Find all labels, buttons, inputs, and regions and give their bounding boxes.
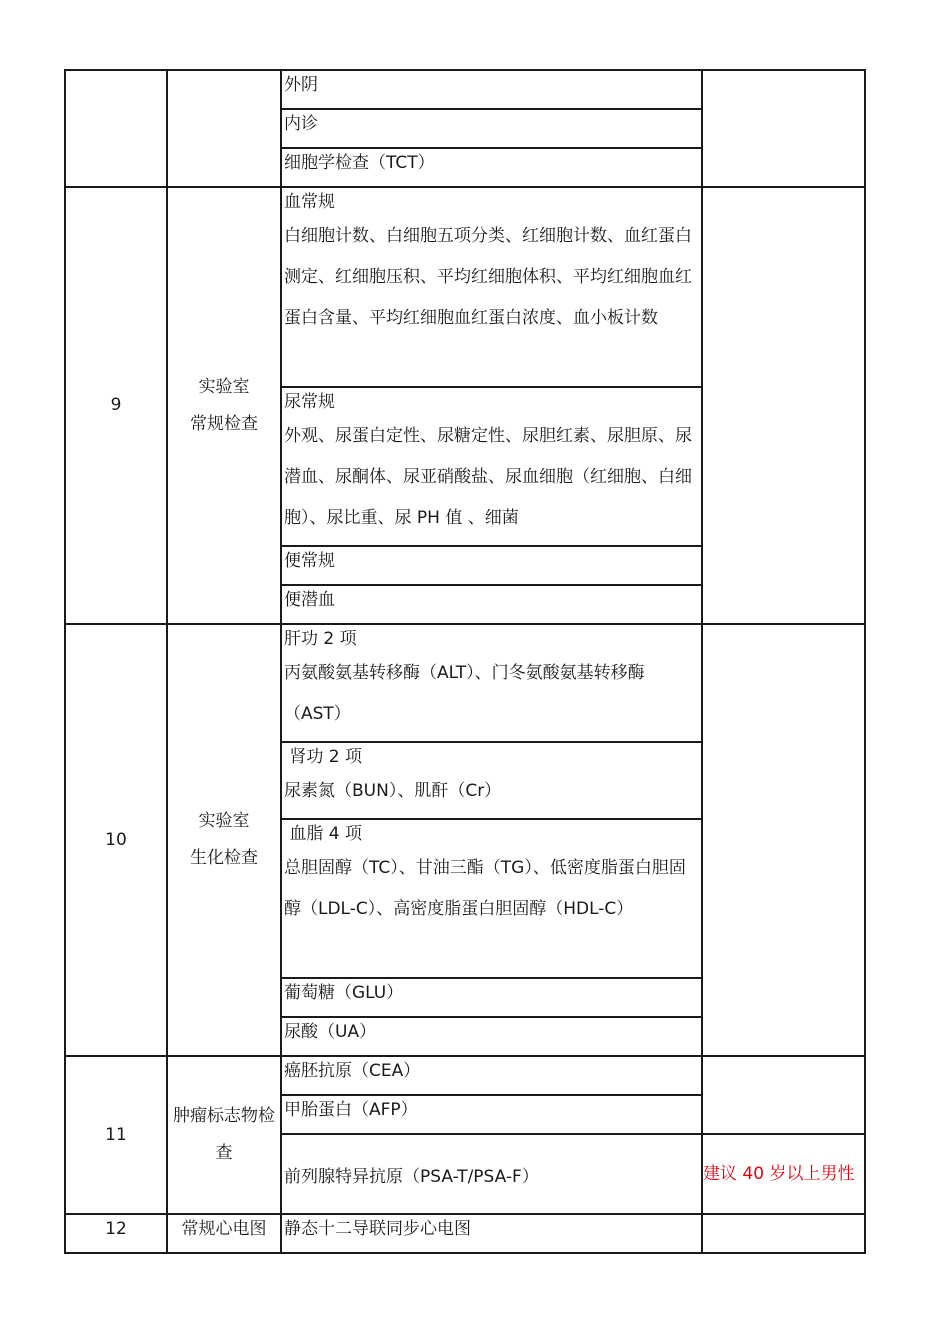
row-number: 11 [65, 1056, 167, 1214]
category-cell: 实验室 常规检查 [167, 187, 281, 624]
category-cell: 实验室 生化检查 [167, 624, 281, 1056]
item-cell [281, 546, 702, 585]
item-cell [281, 585, 702, 624]
item-title: 血常规 [284, 192, 335, 212]
item-cell [281, 624, 702, 742]
item-title: 内诊 [284, 114, 318, 134]
exam-items-table [64, 69, 866, 1254]
item-cell [281, 978, 702, 1017]
row-number: 10 [65, 624, 167, 1056]
item-title: 肝功 2 项 [284, 629, 357, 649]
item-title: 甲胎蛋白（AFP） [284, 1100, 418, 1120]
item-cell [281, 742, 702, 819]
item-title: 细胞学检查（TCT） [284, 153, 435, 173]
note-cell [702, 187, 865, 624]
category-cell [167, 70, 281, 187]
item-title: 便潜血 [284, 590, 335, 610]
item-cell [281, 148, 702, 187]
note-cell [702, 70, 865, 187]
table-row [65, 1056, 865, 1095]
table-row [65, 624, 865, 742]
item-detail: 白细胞计数、白细胞五项分类、红细胞计数、血红蛋白测定、红细胞压积、平均红细胞体积、平均红细胞血红蛋白含量、平均红细胞血红蛋白浓度、血小板计数 [284, 226, 692, 328]
table-row [65, 70, 865, 109]
item-title: 血脂 4 项 [284, 824, 363, 844]
category-cell: 常规心电图 [167, 1214, 281, 1253]
item-title: 前列腺特异抗原（PSA-T/PSA-F） [284, 1166, 539, 1187]
item-detail: 总胆固醇（TC）、甘油三酯（TG）、低密度脂蛋白胆固醇（LDL-C）、高密度脂蛋白胆固醇（HDL-C） [284, 858, 686, 919]
item-title: 尿酸（UA） [284, 1022, 377, 1042]
note-cell [702, 624, 865, 1056]
item-title: 静态十二导联同步心电图 [284, 1219, 471, 1239]
item-cell [281, 70, 702, 109]
item-title: 便常规 [284, 551, 335, 571]
row-number: 9 [65, 187, 167, 624]
note-cell: 建议 40 岁以上男性 [702, 1134, 865, 1214]
item-cell [281, 109, 702, 148]
row-number [65, 70, 167, 187]
item-cell [281, 1095, 702, 1134]
item-detail: 丙氨酸氨基转移酶（ALT）、门冬氨酸氨基转移酶（AST） [284, 663, 645, 724]
item-cell [281, 1134, 702, 1214]
item-cell [281, 1214, 702, 1253]
note-cell-empty [702, 1056, 865, 1134]
item-cell [281, 1017, 702, 1056]
item-title: 癌胚抗原（CEA） [284, 1061, 421, 1081]
item-title: 葡萄糖（GLU） [284, 983, 404, 1003]
item-detail: 外观、尿蛋白定性、尿糖定性、尿胆红素、尿胆原、尿潜血、尿酮体、尿亚硝酸盐、尿血细胞（红细胞、白细胞）、尿比重、尿 PH 值 、细菌 [284, 426, 692, 528]
item-cell [281, 819, 702, 978]
category-cell: 肿瘤标志物检查 [167, 1056, 281, 1214]
item-detail: 尿素氮（BUN）、肌酐（Cr） [284, 781, 502, 801]
table-row [65, 187, 865, 387]
item-title: 尿常规 [284, 392, 335, 412]
table-row [65, 1214, 865, 1253]
note-cell [702, 1214, 865, 1253]
item-title: 肾功 2 项 [284, 747, 363, 767]
item-title: 外阴 [284, 75, 318, 95]
item-cell [281, 1056, 702, 1095]
item-cell [281, 187, 702, 387]
row-number: 12 [65, 1214, 167, 1253]
item-cell [281, 387, 702, 546]
